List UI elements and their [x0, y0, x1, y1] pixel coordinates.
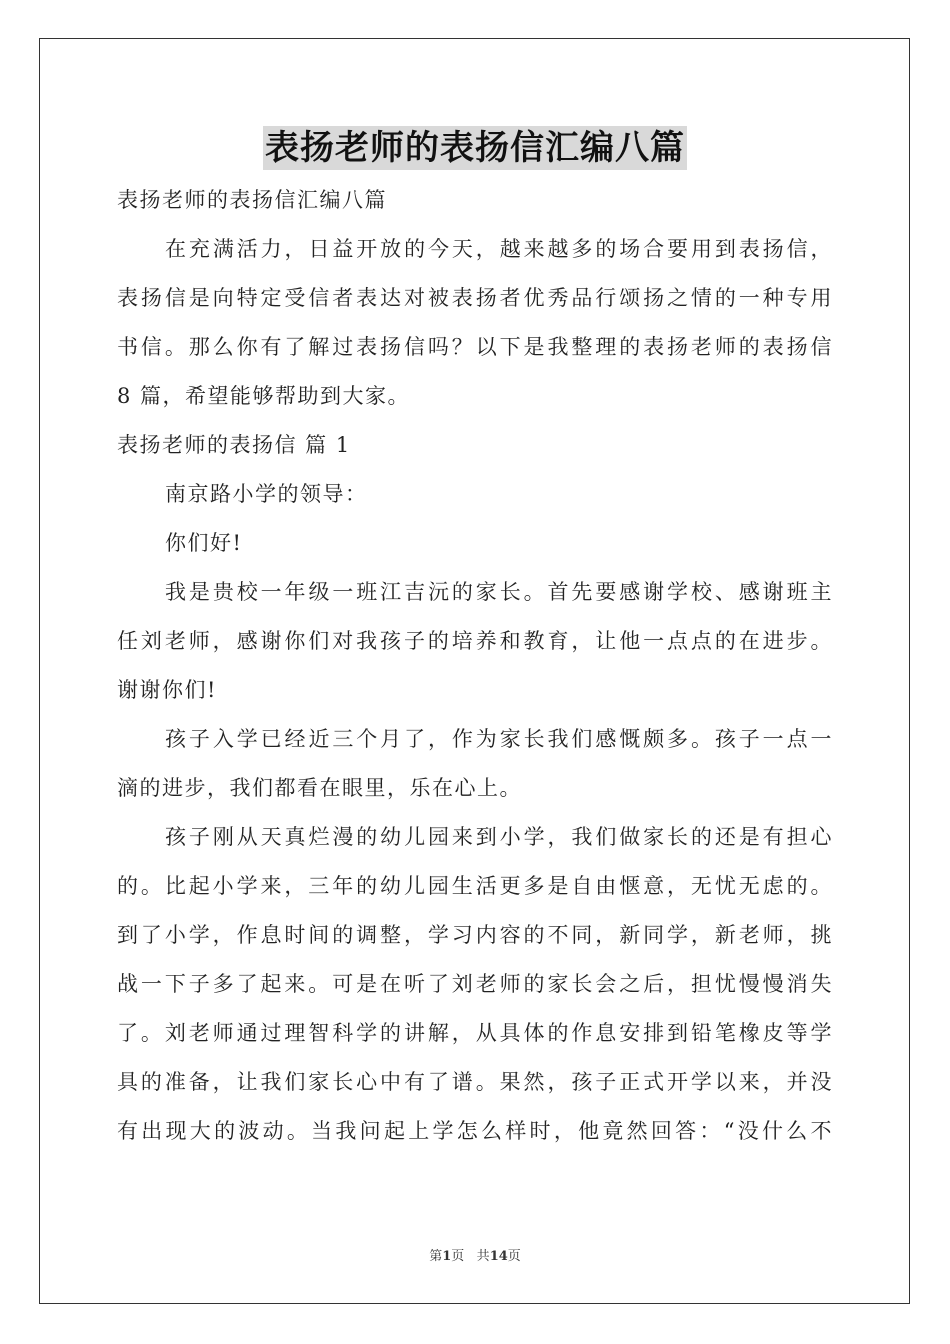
text-line: 表扬老师的表扬信汇编八篇	[117, 188, 387, 212]
text-line: 战一下子多了起来。可是在听了刘老师的家长会之后，担忧慢慢消失	[117, 972, 833, 996]
footer-page-prefix: 第	[429, 1249, 443, 1264]
text-line: 书信。那么你有了解过表扬信吗？以下是我整理的表扬老师的表扬信	[117, 335, 833, 359]
title-wrap	[0, 126, 950, 170]
text-line: 到了小学，作息时间的调整，学习内容的不同，新同学，新老师，挑	[117, 923, 833, 947]
footer-total-prefix: 共	[476, 1249, 490, 1264]
text-line: 在充满活力，日益开放的今天，越来越多的场合要用到表扬信，	[165, 237, 833, 261]
document-body	[117, 176, 833, 1156]
text-line: 8 篇，希望能够帮助到大家。	[117, 384, 411, 408]
text-line: 南京路小学的领导：	[165, 482, 368, 506]
footer-page-number: 1	[442, 1249, 452, 1264]
text-line: 你们好!	[165, 531, 243, 555]
text-line: 了。刘老师通过理智科学的讲解，从具体的作息安排到铅笔橡皮等学	[117, 1021, 833, 1045]
footer-page-suffix: 页	[451, 1249, 465, 1264]
text-line: 具的准备，让我们家长心中有了谱。果然，孩子正式开学以来，并没	[117, 1070, 833, 1094]
text-line: 表扬老师的表扬信 篇 1	[117, 433, 351, 457]
text-line: 表扬信是向特定受信者表达对被表扬者优秀品行颂扬之情的一种专用	[117, 286, 833, 310]
text-line: 谢谢你们!	[117, 678, 217, 702]
text-line: 有出现大的波动。当我问起上学怎么样时，他竟然回答：“没什么不	[117, 1119, 833, 1143]
text-line: 我是贵校一年级一班江吉沅的家长。首先要感谢学校、感谢班主	[165, 580, 833, 604]
text-line: 任刘老师，感谢你们对我孩子的培养和教育，让他一点点的在进步。	[117, 629, 833, 653]
footer-total-suffix: 页	[507, 1249, 521, 1264]
text-line: 孩子入学已经近三个月了，作为家长我们感慨颇多。孩子一点一	[165, 727, 833, 751]
footer-total-pages: 14	[489, 1249, 508, 1264]
text-line: 的。比起小学来，三年的幼儿园生活更多是自由惬意，无忧无虑的。	[117, 874, 833, 898]
text-line: 孩子刚从天真烂漫的幼儿园来到小学，我们做家长的还是有担心	[165, 825, 833, 849]
page-footer	[0, 1245, 950, 1264]
document-title: 表扬老师的表扬信汇编八篇	[265, 128, 685, 168]
text-line: 滴的进步，我们都看在眼里，乐在心上。	[117, 776, 522, 800]
